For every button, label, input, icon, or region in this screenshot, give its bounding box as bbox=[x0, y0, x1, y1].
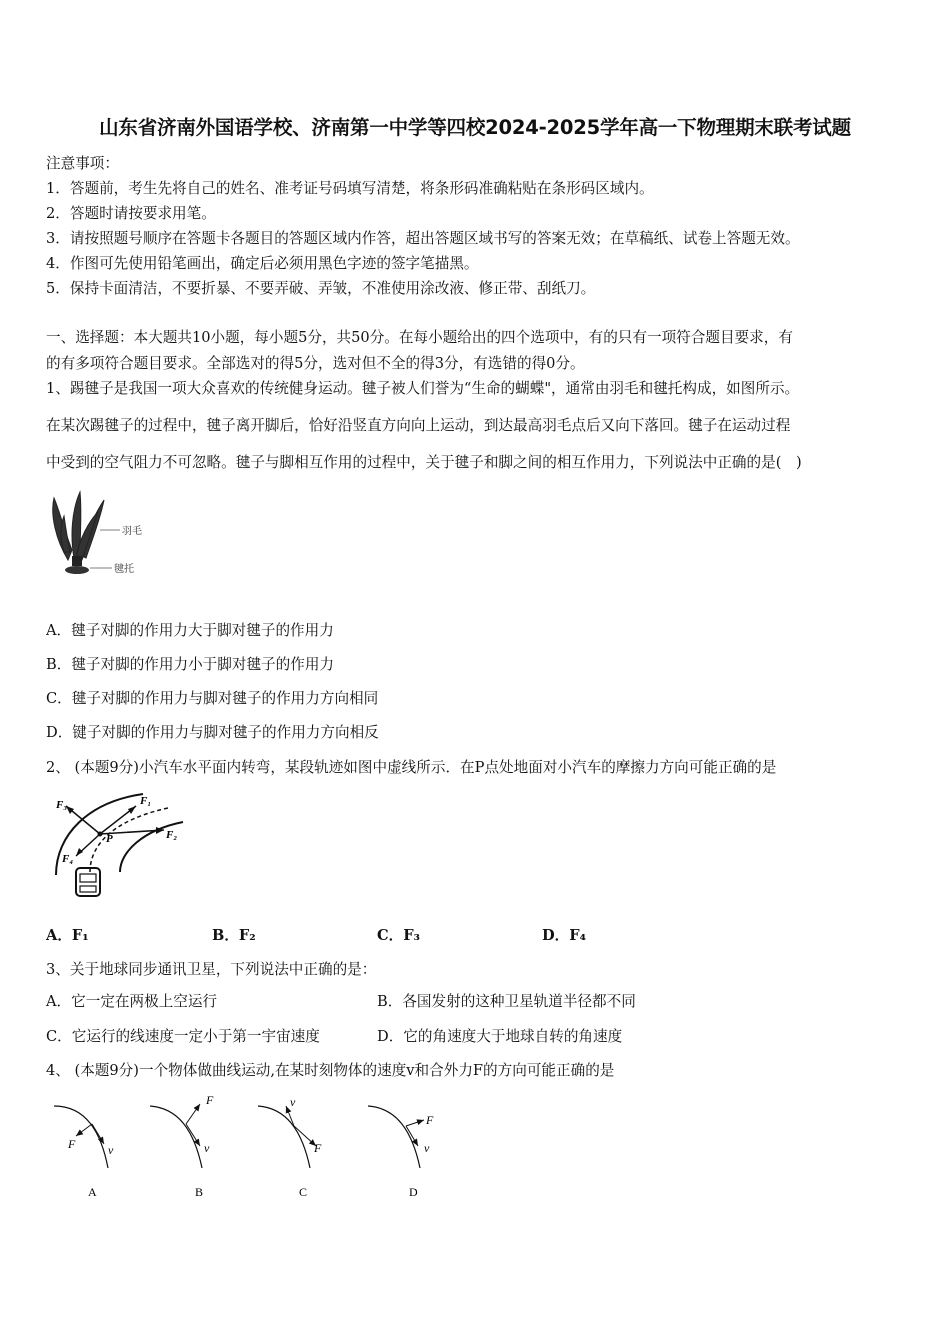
q3-option-d: D．它的角速度大于地球自转的角速度 bbox=[377, 1028, 623, 1045]
q1-stem: 1、踢毽子是我国一项大众喜欢的传统健身运动。毽子被人们誉为“生命的蝴蝶"，通常由羽毛和毽托构成，如图所示。 bbox=[46, 380, 800, 397]
q2-option-d: D．F₄ bbox=[542, 927, 587, 944]
car-turn-figure bbox=[48, 790, 193, 900]
page-title: 山东省济南外国语学校、济南第一中学等四校2024-2025学年高一下物理期末联考试题 bbox=[99, 116, 851, 139]
curve-c bbox=[258, 1095, 322, 1199]
caption-c: C bbox=[299, 1185, 308, 1199]
q1-option-a: A．毽子对脚的作用力大于脚对毽子的作用力 bbox=[46, 622, 334, 639]
label-f3: F₃ bbox=[56, 799, 68, 811]
q4-stem: 4、 (本题9分)一个物体做曲线运动,在某时刻物体的速度v和合外力F的方向可能正确的是 bbox=[46, 1062, 615, 1079]
notice-item: 4．作图可先使用铅笔画出，确定后必须用黑色字迹的签字笔描黑。 bbox=[46, 255, 479, 272]
force-label: F bbox=[426, 1113, 434, 1127]
q2-stem: 2、 (本题9分)小汽车水平面内转弯，某段轨迹如图中虚线所示．在P点处地面对小汽车的摩擦力方向可能正确的是 bbox=[46, 759, 777, 776]
label-p: P bbox=[106, 833, 113, 845]
q3-option-b: B．各国发射的这种卫星轨道半径都不同 bbox=[377, 993, 636, 1010]
notice-item: 3．请按照题号顺序在答题卡各题目的答题区域内作答，超出答题区域书写的答案无效；在草稿纸、试卷上答题无效。 bbox=[46, 230, 800, 247]
label-f1: F₁ bbox=[140, 795, 152, 807]
force-label: F bbox=[206, 1093, 214, 1107]
curve-motion-figures bbox=[46, 1092, 456, 1207]
q1-stem: 在某次踢毽子的过程中，毽子离开脚后，恰好沿竖直方向向上运动，到达最高羽毛点后又向下落回。毽子在运动过程 bbox=[46, 417, 791, 434]
shuttlecock-figure bbox=[46, 490, 156, 585]
q1-stem: 中受到的空气阻力不可忽略。毽子与脚相互作用的过程中，关于毽子和脚之间的相互作用力，下列说法中正确的是( ) bbox=[46, 454, 802, 471]
curve-b bbox=[150, 1093, 214, 1199]
q2-option-c: C．F₃ bbox=[377, 927, 420, 944]
notice-item: 2．答题时请按要求用笔。 bbox=[46, 205, 216, 222]
label-f2: F₂ bbox=[166, 829, 178, 841]
q2-option-a: A．F₁ bbox=[46, 927, 89, 944]
q1-option-d: D．键子对脚的作用力与脚对毽子的作用力方向相反 bbox=[46, 724, 379, 741]
notice-item: 1．答题前，考生先将自己的姓名、准考证号码填写清楚，将条形码准确粘贴在条形码区域内。 bbox=[46, 180, 654, 197]
caption-a: A bbox=[88, 1185, 97, 1199]
section-heading: 一、选择题：本大题共10小题，每小题5分，共50分。在每小题给出的四个选项中，有的只有一项符合题目要求，有 bbox=[46, 329, 793, 346]
curve-a bbox=[54, 1106, 114, 1199]
velocity-label: v bbox=[290, 1095, 296, 1109]
velocity-label: v bbox=[424, 1141, 430, 1155]
q1-option-b: B．毽子对脚的作用力小于脚对毽子的作用力 bbox=[46, 656, 335, 673]
label-f4: F₄ bbox=[62, 853, 74, 865]
base-label: 毽托 bbox=[114, 564, 134, 575]
q3-option-a: A．它一定在两极上空运行 bbox=[46, 993, 218, 1010]
notice-header: 注意事项： bbox=[46, 155, 119, 172]
caption-d: D bbox=[409, 1185, 418, 1199]
section-heading-cont: 的有多项符合题目要求。全部选对的得5分，选对但不全的得3分，有选错的得0分。 bbox=[46, 355, 585, 372]
q3-stem: 3、关于地球同步通讯卫星，下列说法中正确的是： bbox=[46, 961, 377, 978]
q3-option-c: C．它运行的线速度一定小于第一宇宙速度 bbox=[46, 1028, 320, 1045]
force-label: F bbox=[314, 1141, 322, 1155]
feather-label: 羽毛 bbox=[122, 526, 142, 537]
notice-item: 5．保持卡面清洁，不要折暴、不要弄破、弄皱，不准使用涂改液、修正带、刮纸刀。 bbox=[46, 280, 596, 297]
curve-d bbox=[368, 1106, 434, 1199]
q2-option-b: B．F₂ bbox=[212, 927, 256, 944]
velocity-label: v bbox=[204, 1141, 210, 1155]
q1-option-c: C．毽子对脚的作用力与脚对毽子的作用力方向相同 bbox=[46, 690, 379, 707]
velocity-label: v bbox=[108, 1143, 114, 1157]
caption-b: B bbox=[195, 1185, 204, 1199]
force-label: F bbox=[68, 1137, 76, 1151]
